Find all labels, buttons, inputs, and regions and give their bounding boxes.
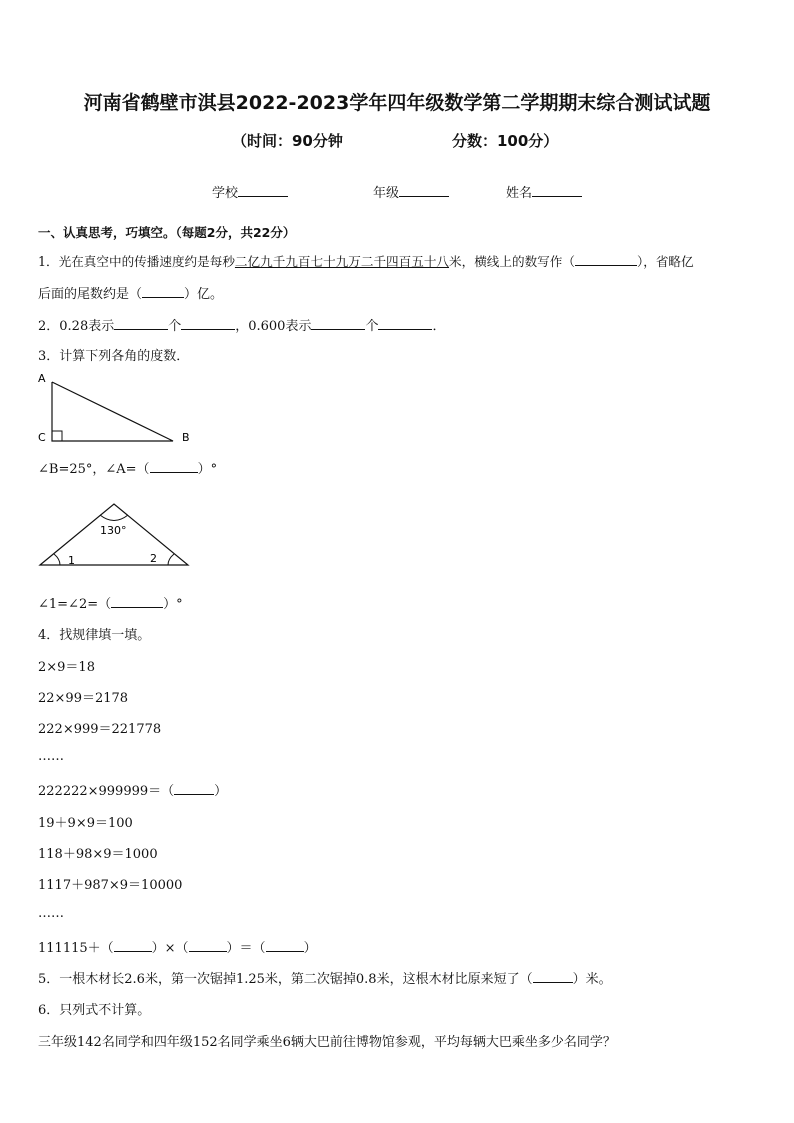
grade-blank[interactable] (399, 184, 449, 197)
time-label: （时间：90分钟 (232, 132, 343, 150)
q2-text-5: ． (432, 319, 446, 334)
q5-blank[interactable] (533, 970, 573, 983)
q2-text-1: 2．0.28表示 (38, 319, 115, 334)
q3-blank-1[interactable] (150, 460, 198, 473)
grade-label: 年级 (373, 186, 400, 201)
q3-answer-1 (38, 458, 217, 477)
q4-ellipsis-1: …… (38, 749, 64, 764)
q3-blank-2[interactable] (111, 595, 163, 608)
q4-blank-3[interactable] (189, 939, 227, 952)
q1-suffix: ），省略亿 (636, 254, 694, 269)
q2-blank-4[interactable] (378, 317, 432, 330)
q5-suffix: ）米。 (572, 972, 612, 987)
name-blank[interactable] (532, 184, 582, 197)
q3-answer2-suffix: ）° (163, 597, 183, 612)
section-heading: 一、认真思考，巧填空。（每题2分，共22分） (38, 225, 296, 240)
right-angle-mark (52, 431, 62, 441)
q1-line1 (38, 251, 694, 270)
q4-row-3: 222×999＝221778 (38, 722, 162, 737)
school-label: 学校 (212, 186, 239, 201)
q1-underlined-text: 二亿九千九百七十九万二千四百五十八 (234, 254, 450, 269)
top-angle-label: 130° (100, 524, 127, 537)
q2-text-3: ，0.600表示 (235, 319, 312, 334)
school-field (212, 182, 288, 201)
q4-blank-1[interactable] (174, 782, 214, 795)
q2-blank-2[interactable] (181, 317, 235, 330)
q1-prefix: 1．光在真空中的传播速度约是每秒 (38, 254, 235, 269)
q4-row-2: 22×99＝2178 (38, 691, 129, 706)
q2-text-2: 个 (168, 319, 182, 334)
angle2-label: 2 (150, 552, 157, 565)
q2-line (38, 315, 445, 334)
q4-ellipsis-2: …… (38, 906, 64, 921)
q1-line2-suffix: ）亿。 (184, 287, 224, 302)
grade-field (373, 182, 449, 201)
q1-blank-1[interactable] (575, 253, 637, 266)
right-triangle (52, 382, 173, 441)
q4-row4-prefix: 222222×999999＝（ (38, 784, 175, 799)
q5-line (38, 968, 612, 987)
q3-answer2-prefix: ∠1=∠2=（ (38, 597, 112, 612)
name-label: 姓名 (506, 186, 533, 201)
q4-row-8 (38, 937, 317, 956)
exam-title: 河南省鹤壁市淇县2022-2023学年四年级数学第二学期期末综合测试试题 (83, 92, 711, 114)
q1-middle: 米，横线上的数写作（ (449, 254, 575, 269)
q1-line2-prefix: 后面的尾数约是（ (38, 287, 143, 302)
q4-blank-2[interactable] (114, 939, 152, 952)
angle1-label: 1 (68, 554, 75, 567)
q4-row-4 (38, 780, 227, 799)
q4-text: 4．找规律填一填。 (38, 628, 151, 643)
q3-text: 3．计算下列各角的度数． (38, 349, 190, 364)
name-field (506, 182, 582, 201)
q4-row4-suffix: ） (214, 784, 228, 799)
angle2-arc (168, 554, 174, 565)
q6-text: 6．只列式不计算。 (38, 1003, 151, 1018)
vertex-a-label: A (38, 372, 46, 385)
q4-row8-part-c: ）＝（ (226, 941, 266, 956)
q5-prefix: 5．一根木材长2.6米，第一次锯掉1.25米，第二次锯掉0.8米，这根木材比原来短了（ (38, 972, 533, 987)
right-triangle-figure (30, 368, 210, 450)
q6-problem: 三年级142名同学和四年级152名同学乘坐6辆大巴前往博物馆参观，平均每辆大巴乘坐多少名同学？ (38, 1035, 616, 1050)
q4-row-6: 118＋98×9＝1000 (38, 847, 158, 862)
q1-line2 (38, 283, 223, 302)
q3-answer1-prefix: ∠B=25°，∠A=（ (38, 462, 150, 477)
vertex-c-label: C (38, 431, 46, 444)
q2-blank-1[interactable] (114, 317, 168, 330)
q3-answer1-suffix: ）° (197, 462, 218, 477)
q1-blank-2[interactable] (142, 285, 184, 298)
q4-row-7: 1117＋987×9＝10000 (38, 878, 183, 893)
angle1-arc (54, 554, 60, 565)
top-angle-arc (100, 515, 128, 521)
vertex-b-label: B (182, 431, 190, 444)
q4-row8-part-b: ）×（ (151, 941, 189, 956)
q4-row8-part-a: 111115＋（ (38, 941, 114, 956)
q2-blank-3[interactable] (311, 317, 365, 330)
q2-text-4: 个 (365, 319, 379, 334)
q4-row-1: 2×9＝18 (38, 660, 95, 675)
q4-row-5: 19＋9×9＝100 (38, 816, 133, 831)
score-label: 分数：100分） (452, 132, 559, 150)
q4-blank-4[interactable] (266, 939, 304, 952)
school-blank[interactable] (238, 184, 288, 197)
obtuse-triangle-figure (36, 498, 196, 570)
q4-row8-part-d: ） (303, 941, 317, 956)
q3-answer-2 (38, 593, 183, 612)
